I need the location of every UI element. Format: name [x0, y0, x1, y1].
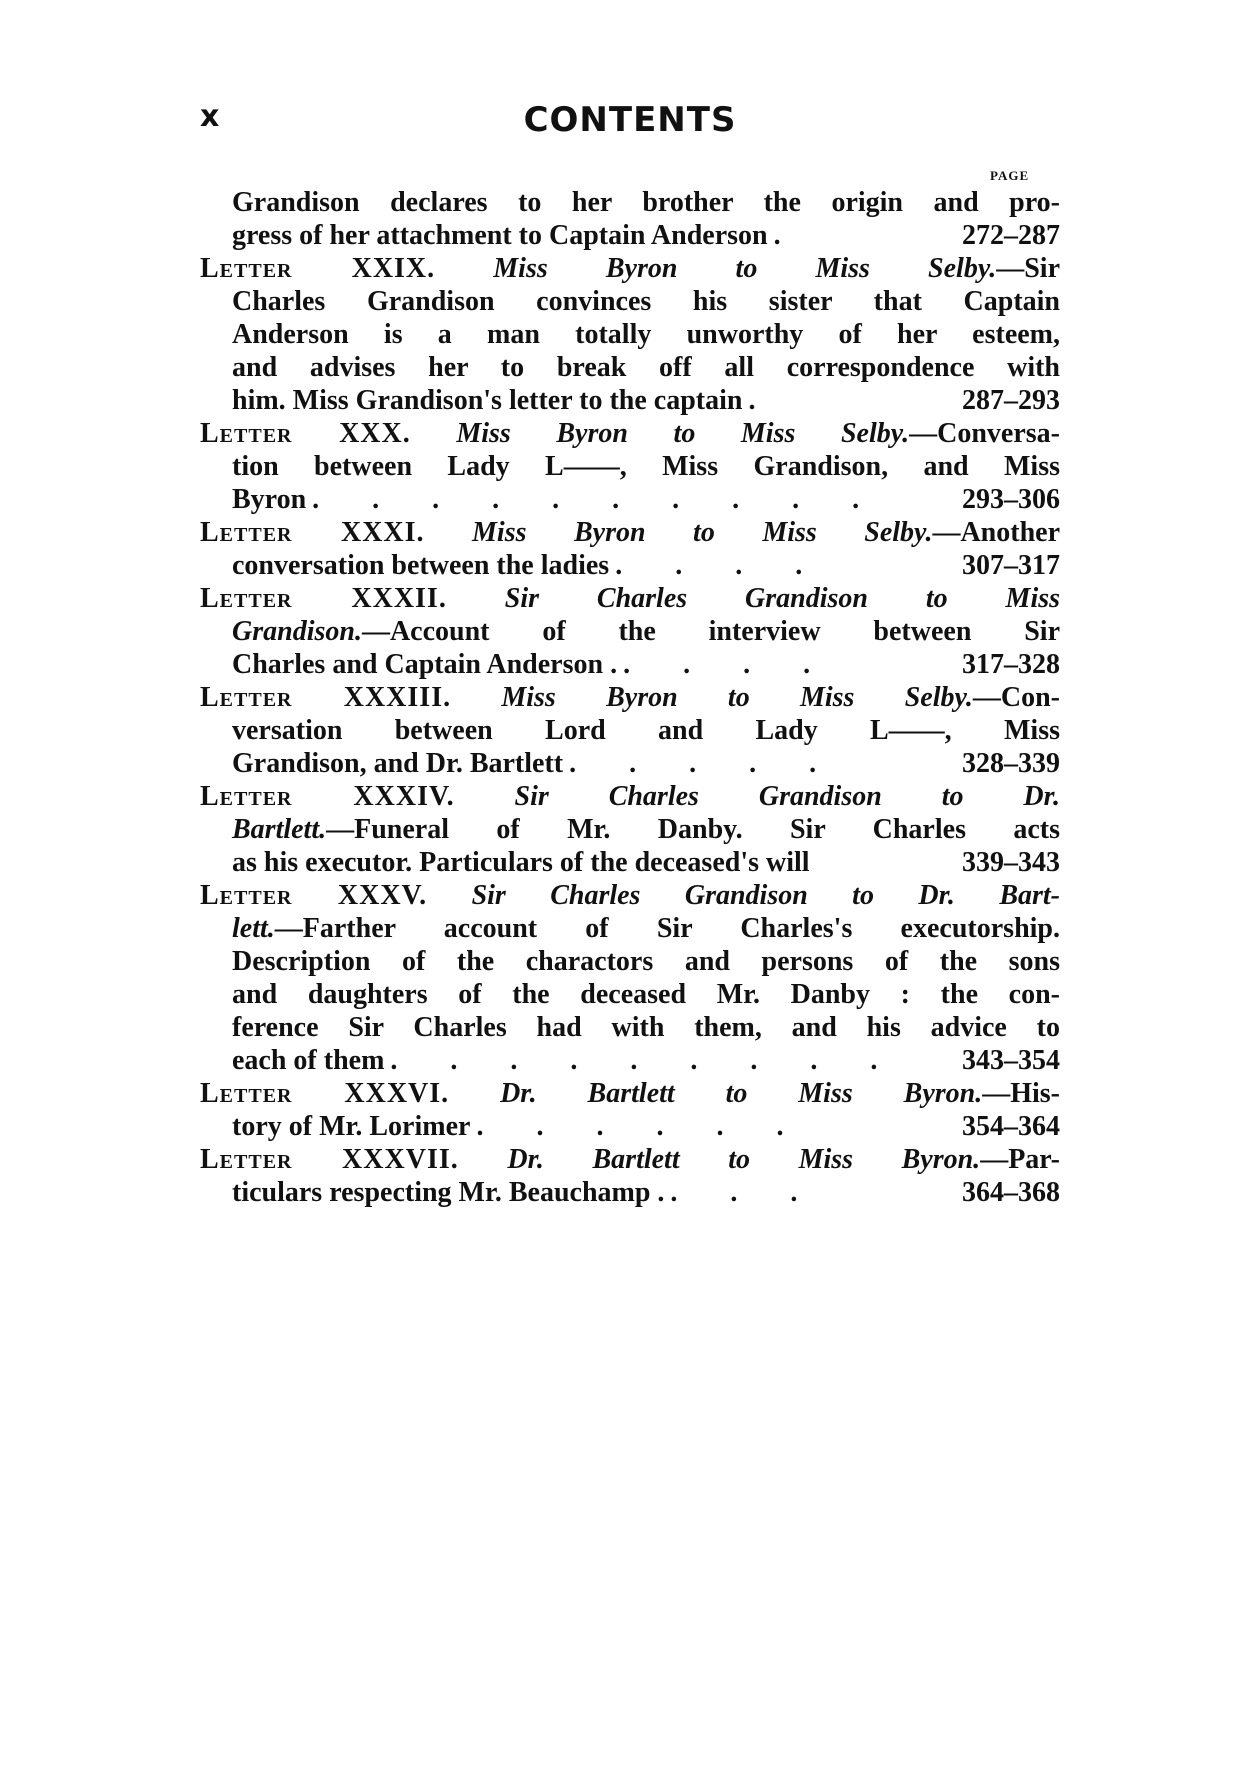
- dot-leader: . . . . . .: [476, 1111, 807, 1142]
- dot-leader: . . .: [670, 1177, 821, 1208]
- letter-number: Letter XXXII.: [200, 583, 447, 614]
- entry-final-line: [200, 648, 1060, 681]
- entry-description-line: Grandison declares to her brother the origin and pro-: [232, 187, 1060, 218]
- letter-number: Letter XXX.: [200, 418, 411, 449]
- entry-final-line: [200, 747, 1060, 780]
- toc-entry: [200, 681, 1060, 780]
- toc-entry: [200, 780, 1060, 879]
- toc-entry: [200, 582, 1060, 681]
- entry-description-line: Description of the charactors and persons of the sons: [232, 946, 1060, 977]
- entry-text: as his executor. Particulars of the deceased's will: [232, 847, 810, 878]
- entry-heading-line: [200, 780, 1060, 813]
- dot-leader: . . . .: [623, 649, 834, 680]
- entry-text: —Par-: [980, 1144, 1061, 1175]
- entry-text: —Sir: [996, 253, 1060, 284]
- page-range: 272–287: [962, 220, 1060, 251]
- page-range: 328–339: [962, 748, 1060, 779]
- dot-leader: .: [773, 220, 804, 251]
- entry-description-line: and daughters of the deceased Mr. Danby : the con-: [232, 979, 1060, 1010]
- entry-text: —Farther account of Sir Charles's executorship.: [274, 913, 1060, 944]
- entry-text: conversation between the ladies: [232, 550, 610, 581]
- dot-leader: . . . . . . . . . .: [312, 484, 883, 515]
- page-range: 287–293: [962, 385, 1060, 416]
- page-folio: x: [200, 99, 220, 134]
- entry-description-line: [200, 813, 1060, 846]
- page-range: 339–343: [962, 847, 1060, 878]
- entry-heading-line: [200, 879, 1060, 912]
- letter-address: Miss Byron to Miss Selby.: [493, 253, 997, 284]
- entry-description-line: and advises her to break off all correspondence with: [232, 352, 1060, 383]
- entry-heading-line: [200, 417, 1060, 450]
- letter-address: Dr. Bartlett to Miss Byron.: [507, 1144, 981, 1175]
- entry-final-line: [200, 483, 1060, 516]
- page-range: 354–364: [962, 1111, 1060, 1142]
- entry-text: —Another: [932, 517, 1060, 548]
- toc-entry: [200, 879, 1060, 1077]
- letter-address: lett.: [232, 913, 275, 944]
- toc-entry: [200, 1077, 1060, 1143]
- entry-text: Grandison, and Dr. Bartlett: [232, 748, 564, 779]
- entry-text: —Funeral of Mr. Danby. Sir Charles acts: [326, 814, 1060, 845]
- entry-final-line: [200, 219, 1060, 252]
- letter-number: Letter XXXVI.: [200, 1078, 450, 1109]
- dot-leader: . . . . . . . . .: [390, 1045, 901, 1076]
- letter-address: Grandison.: [232, 616, 362, 647]
- entry-text: gress of her attachment to Captain Anderson: [232, 220, 768, 251]
- contents-list: [200, 186, 1060, 1209]
- letter-address: Miss Byron to Miss Selby.: [456, 418, 910, 449]
- entry-description-line: Anderson is a man totally unworthy of her esteem,: [232, 319, 1060, 350]
- entry-heading-line: [200, 1077, 1060, 1110]
- entry-heading-line: [200, 516, 1060, 549]
- entry-heading-line: [200, 252, 1060, 285]
- page-range: 364–368: [962, 1177, 1060, 1208]
- entry-heading-line: [200, 582, 1060, 615]
- entry-text: ticulars respecting Mr. Beauchamp .: [232, 1177, 665, 1208]
- entry-heading-line: [200, 1143, 1060, 1176]
- entry-final-line: [200, 1110, 1060, 1143]
- letter-number: Letter XXXV.: [200, 880, 428, 911]
- entry-text: Byron: [232, 484, 307, 515]
- letter-address: Miss Byron to Miss Selby.: [472, 517, 933, 548]
- entry-text: —His-: [982, 1078, 1060, 1109]
- toc-entry: [200, 516, 1060, 582]
- entry-description-line: versation between Lord and Lady L——, Miss: [232, 715, 1060, 746]
- entry-final-line: [200, 1176, 1060, 1209]
- entry-text: —Con-: [972, 682, 1060, 713]
- dot-leader: . . . .: [615, 550, 826, 581]
- dot-leader: . . . . .: [569, 748, 840, 779]
- toc-entry: [200, 186, 1060, 252]
- entry-text: tory of Mr. Lorimer: [232, 1111, 471, 1142]
- entry-description-line: [200, 912, 1060, 945]
- letter-address: Sir Charles Grandison to Dr. Bart-: [471, 880, 1060, 911]
- entry-text: —Account of the interview between Sir: [361, 616, 1060, 647]
- entry-heading-line: [200, 681, 1060, 714]
- letter-address: Bartlett.: [232, 814, 327, 845]
- letter-number: Letter XXXVII.: [200, 1144, 459, 1175]
- letter-number: Letter XXIX.: [200, 253, 436, 284]
- page-range: 293–306: [962, 484, 1060, 515]
- dot-leader: .: [748, 385, 779, 416]
- page-range: 307–317: [962, 550, 1060, 581]
- page-range: 343–354: [962, 1045, 1060, 1076]
- letter-number: Letter XXXIV.: [200, 781, 455, 812]
- entry-text: each of them: [232, 1045, 385, 1076]
- letter-address: Dr. Bartlett to Miss Byron.: [500, 1078, 983, 1109]
- letter-number: Letter XXXI.: [200, 517, 425, 548]
- page-column-label: PAGE: [990, 168, 1030, 183]
- entry-final-line: [200, 1044, 1060, 1077]
- entry-text: Charles and Captain Anderson .: [232, 649, 618, 680]
- entry-description-line: Charles Grandison convinces his sister that Captain: [232, 286, 1060, 317]
- entry-final-line: [200, 384, 1060, 417]
- letter-address: Sir Charles Grandison to Miss: [504, 583, 1061, 614]
- letter-number: Letter XXXIII.: [200, 682, 452, 713]
- page-range: 317–328: [962, 649, 1060, 680]
- entry-text: —Conversa-: [909, 418, 1061, 449]
- entry-final-line: [200, 549, 1060, 582]
- entry-text: him. Miss Grandison's letter to the captain: [232, 385, 743, 416]
- toc-entry: [200, 252, 1060, 417]
- letter-address: Sir Charles Grandison to Dr.: [514, 781, 1060, 812]
- entry-description-line: tion between Lady L——, Miss Grandison, and Miss: [232, 451, 1060, 482]
- entry-final-line: [200, 846, 1060, 879]
- toc-entry: [200, 1143, 1060, 1209]
- page-title: CONTENTS: [523, 100, 737, 140]
- entry-description-line: [200, 615, 1060, 648]
- entry-description-line: ference Sir Charles had with them, and his advice to: [232, 1012, 1060, 1043]
- toc-entry: [200, 417, 1060, 516]
- letter-address: Miss Byron to Miss Selby.: [501, 682, 973, 713]
